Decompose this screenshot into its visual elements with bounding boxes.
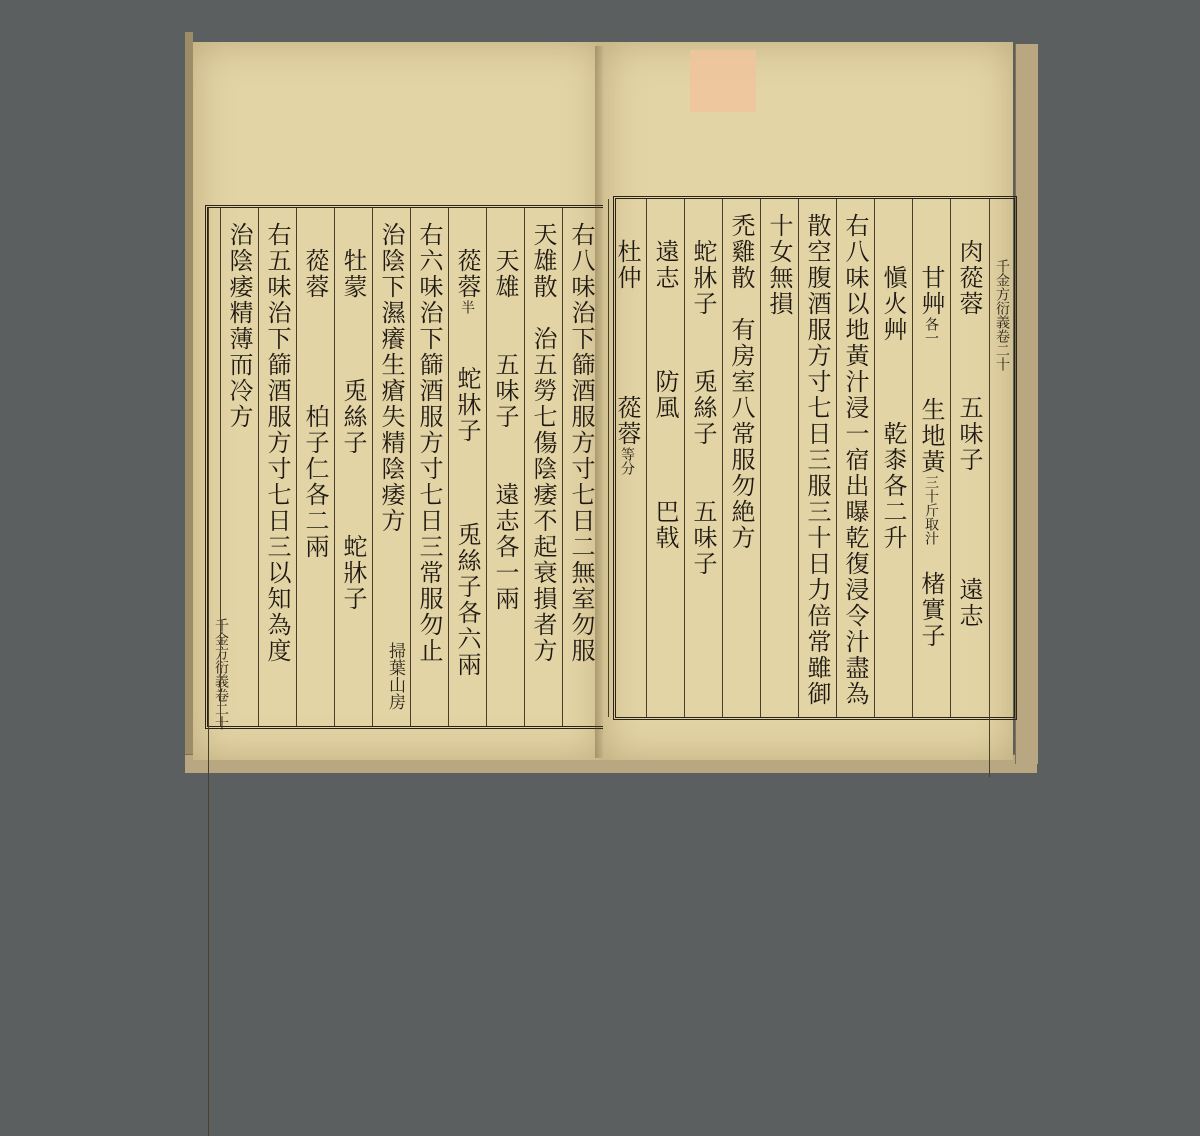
text-segment: 蛇牀子: [453, 314, 481, 444]
text-column: [524, 208, 562, 726]
text-column: [950, 199, 988, 717]
text-column: [258, 208, 296, 726]
text-column: [334, 208, 372, 726]
text-segment: 遠志: [955, 473, 983, 629]
text-segment: 蓯蓉: [301, 222, 329, 300]
text-segment: 治陰下濕癢生瘡失精陰痿方: [377, 222, 405, 534]
text-segment: 乾桼各二升: [879, 343, 907, 551]
text-segment: 肉蓯蓉: [955, 213, 983, 317]
text-segment: 甘艸: [917, 213, 945, 317]
text-segment: 蛇牀子: [689, 213, 717, 317]
text-segment: 有房室八常服勿絶方: [727, 291, 755, 551]
text-segment: 右八味治下篩酒服方寸七日二無室勿服: [567, 222, 595, 664]
text-column: [646, 199, 684, 717]
text-segment: 右八味以地黃汁浸一宿出曝乾復浸令汁盡為: [841, 213, 869, 707]
text-segment: 杜仲: [613, 213, 641, 291]
left-page: [193, 42, 603, 760]
text-column: [486, 208, 524, 726]
text-segment: 右六味治下篩酒服方寸七日三常服勿止: [415, 222, 443, 664]
text-segment: 各一: [923, 317, 939, 345]
text-segment: 愼火艸: [879, 213, 907, 343]
text-segment: 散空腹酒服方寸七日三服三十日力倍常雖御: [803, 213, 831, 707]
text-segment: 五味子: [689, 447, 717, 577]
text-segment: 禿雞散: [727, 213, 755, 291]
text-segment: 五味子: [491, 300, 519, 430]
text-column: [760, 199, 798, 717]
text-segment: 三十斤取汁: [923, 475, 939, 545]
text-column: [684, 199, 722, 717]
paper-tab: [690, 50, 756, 112]
text-column: [608, 199, 646, 717]
text-segment: 巴戟: [651, 421, 679, 551]
text-segment: 治陰痿精薄而冷方: [225, 222, 253, 430]
text-segment: 遠志各一兩: [491, 430, 519, 612]
text-segment: 生地黃: [917, 345, 945, 475]
text-segment: 遠志: [651, 213, 679, 291]
text-segment: 牡蒙: [339, 222, 367, 300]
text-segment: 兎絲子: [339, 300, 367, 456]
text-column: [448, 208, 486, 726]
text-segment: 天雄: [491, 222, 519, 300]
text-column: [220, 208, 258, 726]
text-segment: 楮實子: [917, 545, 945, 649]
text-segment: 等分: [619, 447, 635, 475]
text-column: [874, 199, 912, 717]
text-column: [296, 208, 334, 726]
text-segment: 蓯蓉: [453, 222, 481, 300]
text-segment: 蛇牀子: [339, 456, 367, 612]
right-page: [603, 42, 1013, 760]
book-spread: [185, 32, 1037, 772]
right-text-frame: [613, 196, 1017, 720]
text-segment: 右五味治下篩酒服方寸七日三以知為度: [263, 222, 291, 664]
text-segment: 天雄散: [529, 222, 557, 300]
text-column: [410, 208, 448, 726]
text-segment: 柏子仁各二兩: [301, 300, 329, 560]
margin-title-text: 千金方衍義卷二十: [994, 259, 1010, 371]
text-column: [722, 199, 760, 717]
text-segment: 兎絲子: [689, 317, 717, 447]
text-segment: 半: [459, 300, 475, 314]
right-margin-title: [989, 199, 1014, 777]
book-spine: [185, 32, 193, 772]
margin-title-text: 千金方衍義卷二十: [213, 618, 229, 730]
text-segment: 治五勞七傷陰痿不起衰損者方: [529, 300, 557, 664]
text-segment: 兎絲子各六兩: [453, 444, 481, 678]
page-edges-right: [1015, 44, 1038, 764]
text-segment: 防風: [651, 291, 679, 421]
text-column: [798, 199, 836, 717]
text-column: [912, 199, 950, 717]
text-column: [836, 199, 874, 717]
text-segment: 蓯蓉: [613, 291, 641, 447]
publisher-mark: 掃葉山房: [385, 642, 405, 710]
text-segment: 十女無損: [765, 213, 793, 317]
text-segment: 五味子: [955, 317, 983, 473]
